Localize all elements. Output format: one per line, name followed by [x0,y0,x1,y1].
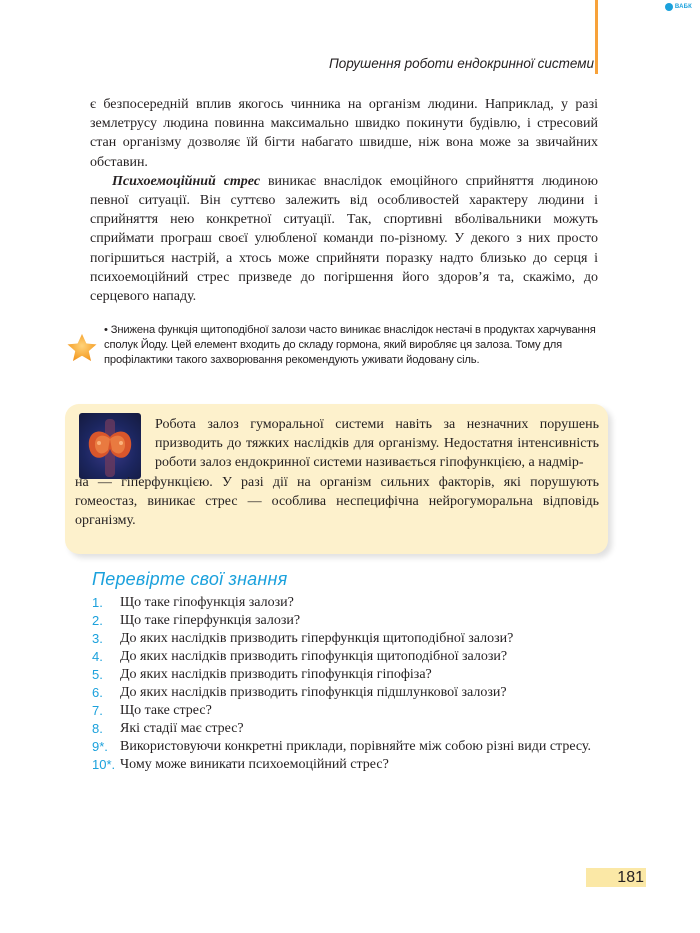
thyroid-gland-icon [79,413,141,479]
paragraph-1: є безпосередній вплив якогось чинника на організм людини. Наприклад, у разі землетрусу людина повинна максимально швидко покинути будівлю, і стресовий стан організму дозволяє їй бігти набагато швидше, ніж вона може за звичайних обставин. [90,97,598,170]
question-item [92,666,602,683]
star-icon [64,330,100,366]
page-number: 181 [586,868,646,887]
term-psychoemotional-stress: Психоемоційний стрес [112,173,261,189]
question-text: До яких наслідків призводить гіперфункція щитоподібної залози? [120,631,514,646]
question-item [92,648,602,665]
question-number: 4. [92,649,103,664]
questions-title: Перевірте свої знання [92,569,288,589]
question-item [92,702,602,719]
question-item [92,738,602,755]
question-item [92,684,602,701]
paragraph-2 [90,172,598,306]
question-number: 1. [92,595,103,610]
logo-text: ВАБК [674,4,692,10]
question-item [92,630,602,647]
question-item [92,720,602,737]
question-item [92,594,602,611]
question-number: 5. [92,667,103,682]
question-text: Що таке гіперфункція залози? [120,613,301,628]
question-number: 6. [92,685,103,700]
question-number: 3. [92,631,103,646]
question-text: До яких наслідків призводить гіпофункція підшлункової залози? [120,685,507,700]
paragraph-2-text: виникає внаслідок емоційного сприйняття людиною певної ситуації. Він суттєво залежить від особливостей характеру людини і сприйняття нею конкретної ситуації. Так, спортивні вболівальники можуть сприймати програш своєї улюбленої команди по-різному. У декого з них просто погіршиться настрій, а хтось може сприйняти поразку надто близько до серця і психоемоційний стрес призведе до погіршення його здоров’я та, скажімо, до серцевого нападу. [90,173,598,305]
side-note [104,323,598,369]
summary-text [75,415,599,530]
note-bullet: • [104,324,108,336]
running-head: Порушення роботи ендокринної системи [328,56,594,71]
question-number: 10*. [92,757,116,772]
question-text: Використовуючи конкретні приклади, порівняйте між собою різні види стресу. [120,739,592,754]
thyroid-illustration [79,413,141,479]
question-number: 2. [92,613,103,628]
question-text: До яких наслідків призводить гіпофункція гіпофіза? [120,667,432,682]
question-text: Які стадії має стрес? [120,721,244,736]
header-accent-bar [595,0,598,74]
question-text: Що таке гіпофункція залози? [120,595,294,610]
summary-text-part1: Робота залоз гуморальної системи навіть за незначних порушень призводить до тяжких наслідків для організму. Недостатня інтенсивність роботи залоз ендокринної системи називається гіпофункцією, а надмір- [155,417,599,471]
question-text: До яких наслідків призводить гіпофункція щитоподібної залози? [120,649,508,664]
question-text: Що таке стрес? [120,703,212,718]
question-text: Чому може виникати психоемоційний стрес? [120,757,389,772]
main-text [90,95,598,306]
summary-text-part2: на — гіперфункцією. У разі дії на організм сильних факторів, які порушують гомеостаз, виникає стрес — особлива неспецифічна нейрогуморальна відповідь організму. [75,474,599,529]
note-text: Знижена функція щитоподібної залози часто виникає внаслідок нестачі в продуктах харчування сполук Йоду. Цей елемент входить до складу гормона, який виробляє ця залоза. Тому для профілактики такого захворювання рекомендують уживати йодовану сіль. [104,324,596,367]
question-item [92,612,602,629]
question-item [92,756,602,773]
question-number: 9*. [92,739,108,754]
question-number: 7. [92,703,103,718]
logo-icon [665,3,673,11]
questions-list [92,594,602,774]
publisher-logo [665,3,692,11]
question-number: 8. [92,721,103,736]
